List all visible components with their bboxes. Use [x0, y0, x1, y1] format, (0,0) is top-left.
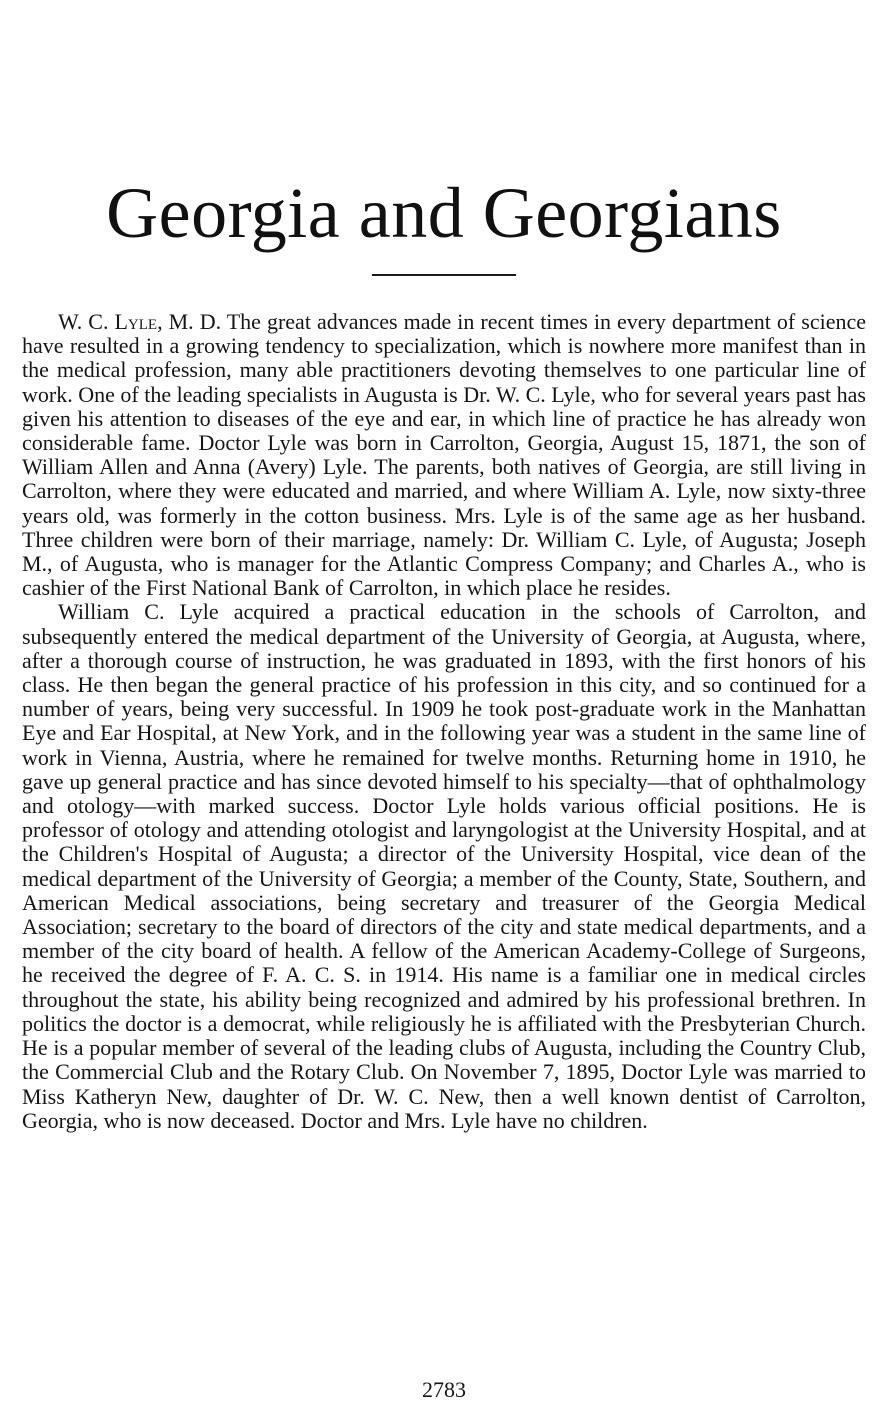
paragraph-1	[22, 310, 866, 600]
paragraph-1-text: The great advances made in recent times in every department of science have resulted in a growing tendency to specialization, which is nowhere more manifest than in the medical profession, many able practitioners devoting themselves to one particular line of work. One of the leading specialists in Augusta is Dr. W. C. Lyle, who for several years past has given his attention to diseases of the eye and ear, in which line of practice he has already won considerable fame. Doctor Lyle was born in Carrolton, Georgia, August 15, 1871, the son of William Allen and Anna (Avery) Lyle. The parents, both natives of Georgia, are still living in Carrolton, where they were educated and married, and where William A. Lyle, now sixty-three years old, was formerly in the cotton business. Mrs. Lyle is of the same age as her husband. Three children were born of their marriage, namely: Dr. William C. Lyle, of Augusta; Joseph M., of Augusta, who is manager for the Atlantic Compress Company; and Charles A., who is cashier of the First National Bank of Carrolton, in which place he resides.	[22, 309, 866, 601]
paragraph-2: William C. Lyle acquired a practical education in the schools of Carrolton, and subsequently entered the medical department of the University of Georgia, at Augusta, where, after a thorough course of instruction, he was graduated in 1893, with the first honors of his class. He then began the general practice of his profession in this city, and so continued for a number of years, being very successful. In 1909 he took post-graduate work in the Manhattan Eye and Ear Hospital, at New York, and in the following year was a student in the same line of work in Vienna, Austria, where he remained for twelve months. Returning home in 1910, he gave up general practice and has since devoted himself to his specialty—that of ophthalmology and otology—with marked success. Doctor Lyle holds various official positions. He is professor of otology and attending otologist and laryngologist at the University Hospital, and at the Children's Hospital of Augusta; a director of the University Hospital, vice dean of the medical department of the University of Georgia; a member of the County, State, Southern, and American Medical associations, being secretary and treasurer of the Georgia Medical Association; secretary to the board of directors of the city and state medical departments, and a member of the city board of health. A fellow of the American Academy-College of Surgeons, he received the degree of F. A. C. S. in 1914. His name is a familiar one in medical circles throughout the state, his ability being recognized and admired by his professional brethren. In politics the doctor is a democrat, while religiously he is affiliated with the Presbyterian Church. He is a popular member of several of the leading clubs of Augusta, including the Country Club, the Commercial Club and the Rotary Club. On November 7, 1895, Doctor Lyle was married to Miss Katheryn New, daughter of Dr. W. C. New, then a well known dentist of Carrolton, Georgia, who is now deceased. Doctor and Mrs. Lyle have no children.	[22, 599, 866, 1133]
subject-name: W. C. Lyle, M. D.	[58, 309, 222, 334]
page-title: Georgia and Georgians	[106, 173, 782, 253]
title-divider	[372, 274, 516, 276]
page-number: 2783	[422, 1377, 466, 1402]
article-body	[22, 310, 866, 1133]
